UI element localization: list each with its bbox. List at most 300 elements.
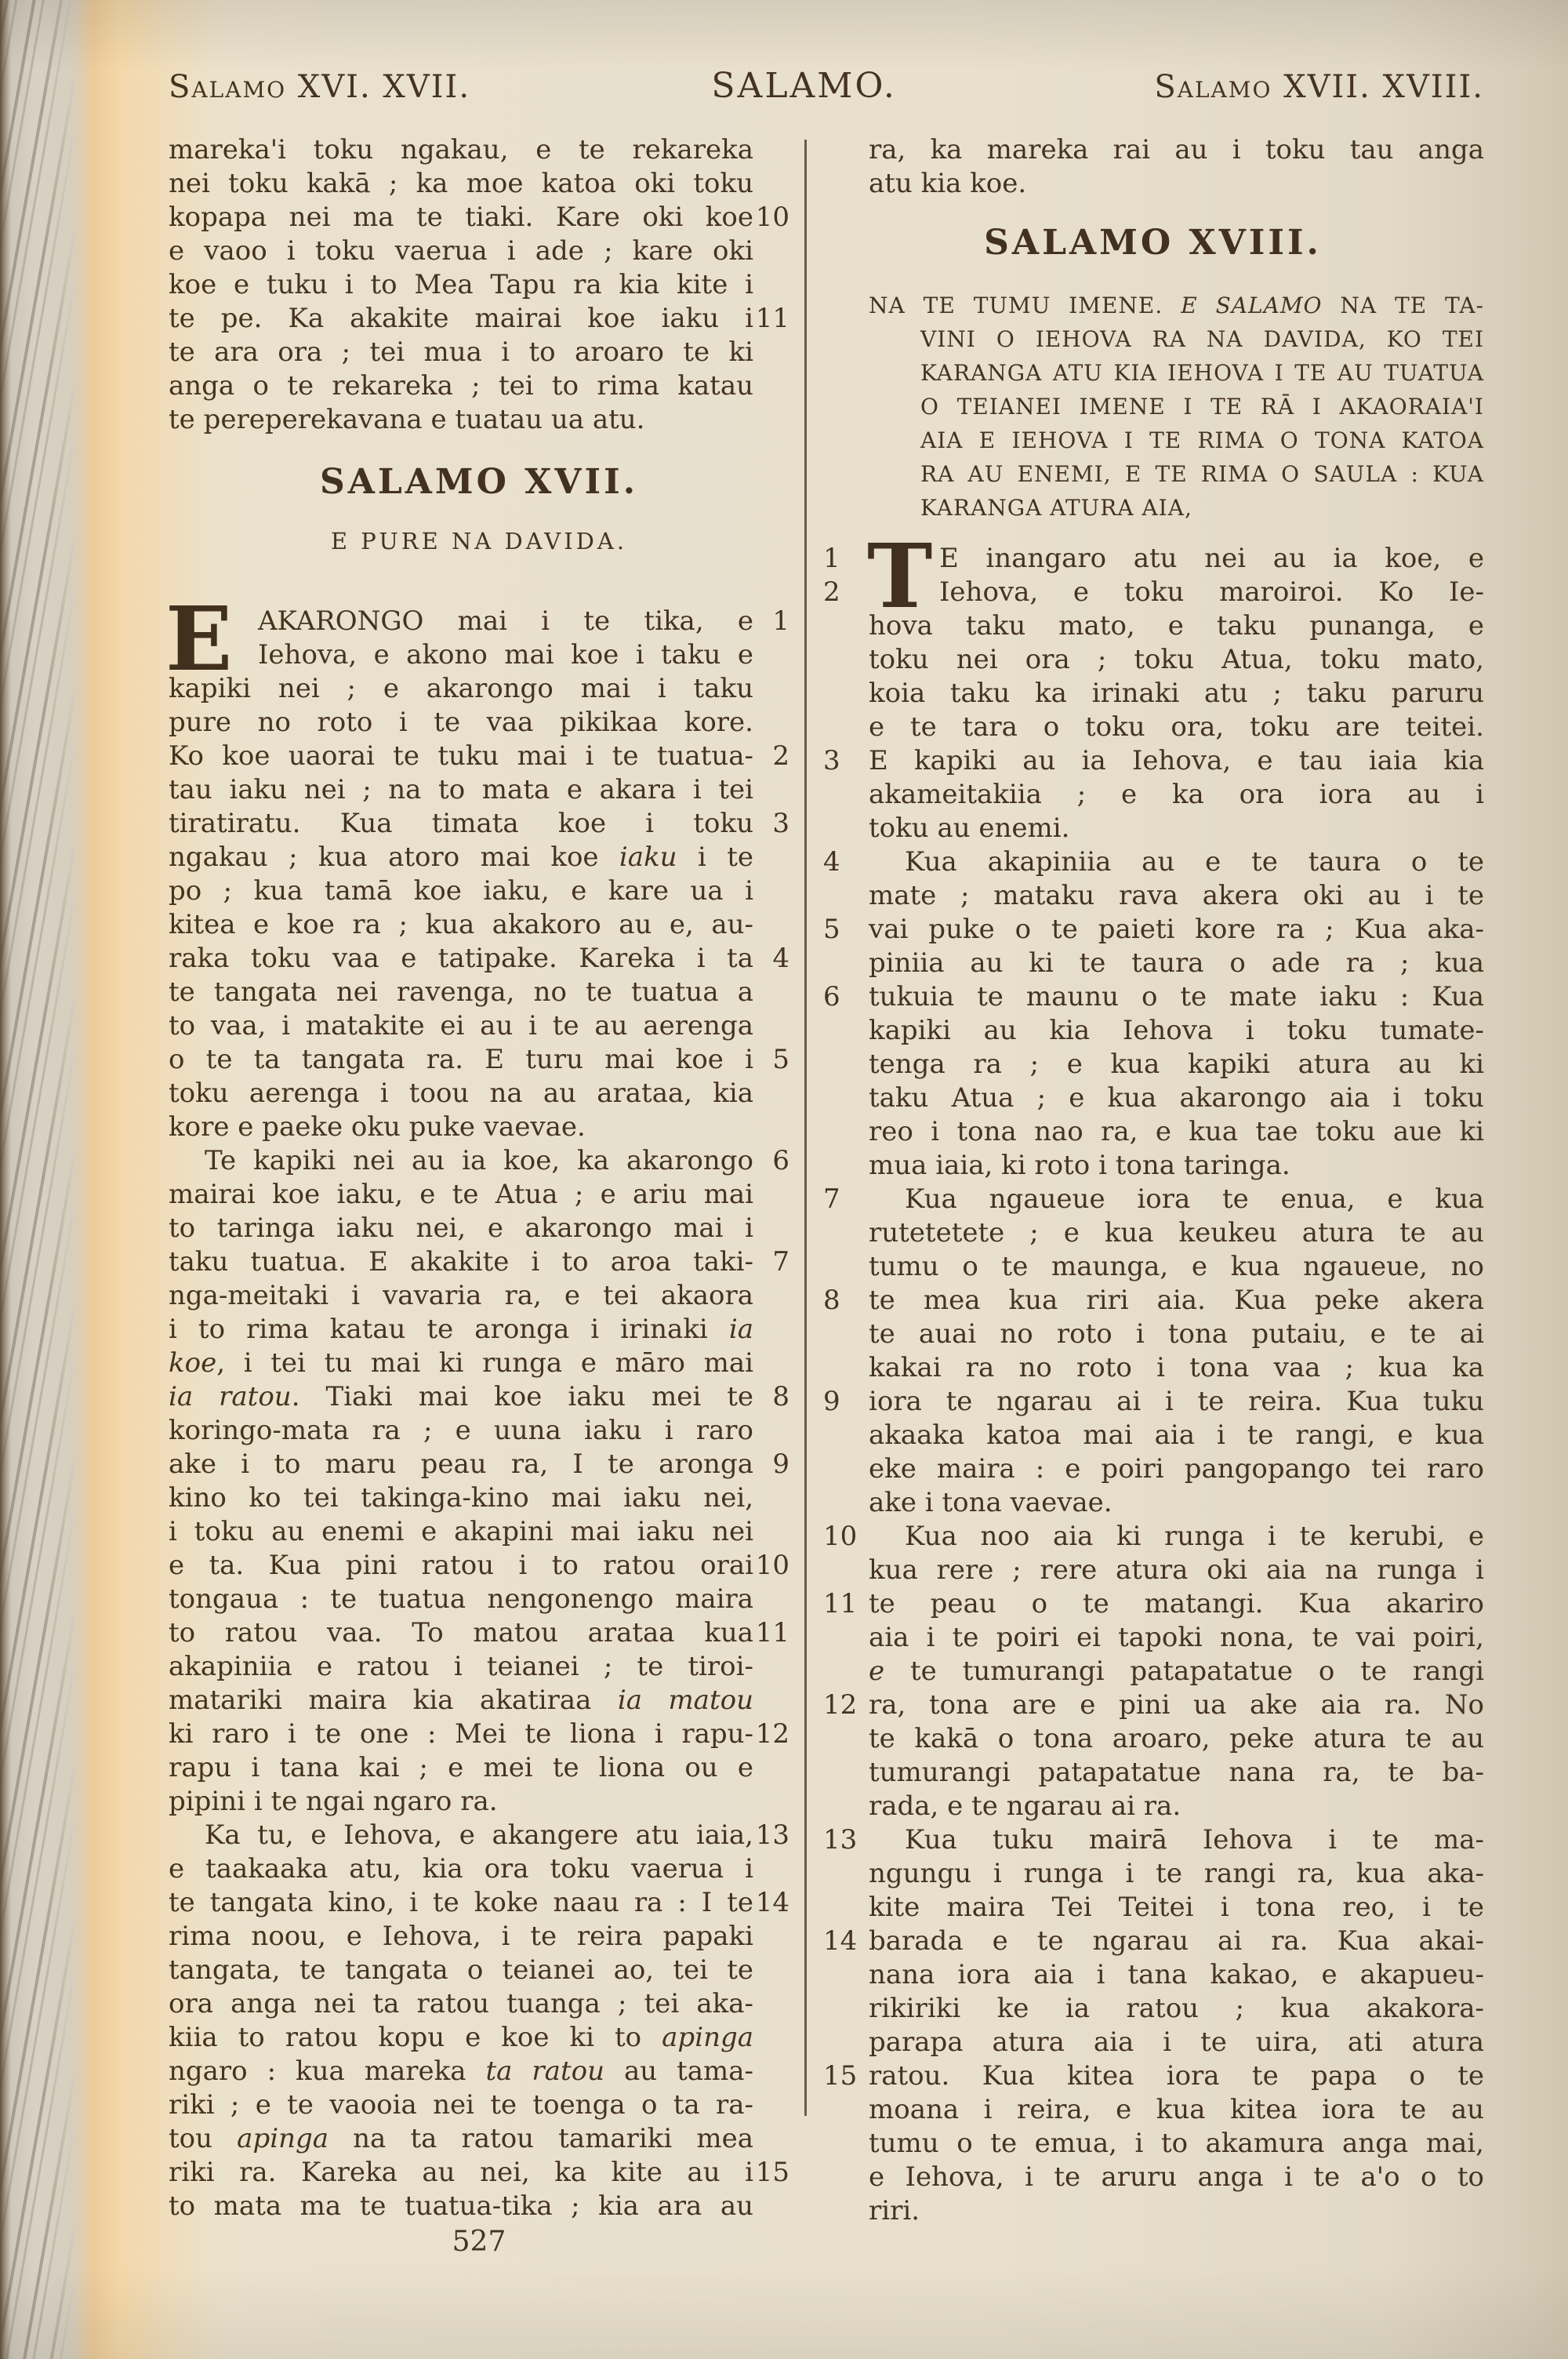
verse-number-spacer <box>822 677 869 711</box>
verse-number-spacer <box>822 1419 869 1452</box>
text-line <box>169 874 789 908</box>
text-line <box>822 1823 1484 1857</box>
text-line <box>169 167 789 201</box>
verse-number: 3 <box>772 808 789 839</box>
text-line <box>169 1313 789 1347</box>
text-line <box>822 1688 1484 1722</box>
text-line <box>822 879 1484 913</box>
verse-text: koia taku ka irinaki atu ; taku paruru <box>869 678 1484 709</box>
verse-text: ake i tona vaevae. <box>869 1487 1112 1518</box>
left-column <box>165 133 789 2259</box>
text-line <box>822 1048 1484 1081</box>
psalm-17-subtitle: E PURE NA DAVIDA. <box>330 528 628 554</box>
verse-text: i toku au enemi e akapini mai iaku nei <box>169 1516 753 1547</box>
verse-text: matariki maira kia akatiraa ia matou <box>169 1685 753 1716</box>
verse-number-spacer <box>753 336 789 369</box>
verse-text: kino ko tei takinga-kino mai iaku nei, <box>169 1482 753 1514</box>
verse-text: moana i reira, e kua kitea iora te au <box>869 2094 1484 2125</box>
text-line <box>822 1183 1484 1216</box>
verse-number: 2 <box>772 740 789 772</box>
verse-number: 15 <box>755 2157 789 2188</box>
text-line <box>169 841 789 874</box>
text-line <box>822 1216 1484 1250</box>
text-line <box>822 1756 1484 1790</box>
verse-number-spacer <box>753 234 789 268</box>
verse-number-spacer <box>753 1852 789 1886</box>
verse-text: barada e te ngarau ai ra. Kua akai- <box>869 1925 1484 1957</box>
text-line <box>822 744 1484 778</box>
text-line <box>169 1380 789 1414</box>
verse-text: rada, e te ngarau ai ra. <box>869 1790 1181 1822</box>
text-line <box>169 706 789 740</box>
text-line <box>169 2055 789 2088</box>
text-line <box>822 1081 1484 1115</box>
verse-text: toku aerenga i toou na au arataa, kia <box>169 1078 753 1109</box>
text-line <box>869 491 1484 525</box>
verse-number: 7 <box>772 1246 789 1278</box>
verse-text: Ko koe uaorai te tuku mai i te tuatua- <box>169 740 753 772</box>
verse-number-spacer <box>753 1178 789 1212</box>
verse-number-spacer <box>822 1722 869 1756</box>
verse-number-spacer <box>753 1954 789 1987</box>
text-line <box>822 947 1484 980</box>
verse-text: pipini i te ngai ngaro ra. <box>169 1786 498 1817</box>
text-line <box>169 1347 789 1380</box>
verse-text: te peau o te matangi. Kua akariro <box>869 1588 1484 1619</box>
text-line <box>169 1279 789 1313</box>
verse-number-spacer <box>753 773 789 807</box>
verse-text: E inangaro atu nei au ia koe, e <box>939 543 1484 574</box>
verse-text: e ta. Kua pini ratou i to ratou orai <box>169 1550 753 1581</box>
verse-number-spacer <box>753 874 789 908</box>
verse-number: 2 <box>823 576 840 608</box>
right-column <box>822 133 1484 2228</box>
text-line <box>169 1144 789 1178</box>
verse-text: ngakau ; kua atoro mai koe iaku i te <box>169 841 753 873</box>
verse-text: rapu i tana kai ; e mei te liona ou e <box>169 1752 753 1783</box>
verse-number-spacer <box>753 1515 789 1549</box>
running-head-center: SALAMO. <box>711 66 897 106</box>
verse-text: piniia au ki te taura o ade ra ; kua <box>869 947 1484 979</box>
text-line <box>169 302 789 336</box>
verse-number: 9 <box>772 1448 789 1480</box>
verse-text: reo i tona nao ra, e kua tae toku aue ki <box>869 1116 1484 1147</box>
text-line <box>822 2059 1484 2093</box>
psalm-18-title: SALAMO XVIII. <box>984 223 1322 263</box>
text-line <box>822 133 1484 167</box>
text-line <box>822 1452 1484 1486</box>
verse-number-spacer <box>822 1250 869 1284</box>
drop-cap-e: E <box>165 588 233 691</box>
verse-text: koe e tuku i to Mea Tapu ra kia kite i <box>169 269 753 300</box>
verse-number: 6 <box>772 1145 789 1176</box>
verse-number-spacer <box>822 812 869 845</box>
text-line <box>169 336 789 369</box>
verse-number-spacer <box>753 2122 789 2156</box>
verse-text: kapiki au kia Iehova i toku tumate- <box>869 1015 1484 1046</box>
verse-number-spacer <box>753 976 789 1009</box>
verse-number-spacer <box>822 2194 869 2228</box>
verse-number-spacer <box>822 879 869 913</box>
running-head-left: Salamo XVI. XVII. <box>169 69 471 105</box>
text-line <box>169 133 789 167</box>
text-line <box>822 1621 1484 1655</box>
verse-text: kopapa nei ma te tiaki. Kare oki koe <box>169 202 753 233</box>
text-line <box>869 322 1484 356</box>
verse-text: VINI O IEHOVA RA NA DAVIDA, KO TEI <box>920 326 1484 352</box>
text-line <box>169 807 789 841</box>
verse-number-spacer <box>822 1014 869 1048</box>
verse-text: mareka'i toku ngakau, e te rekareka <box>169 134 753 165</box>
verse-number-spacer <box>753 1785 789 1819</box>
text-line <box>169 1785 789 1819</box>
verse-text: AKARONGO mai i te tika, e <box>258 605 753 637</box>
verse-text: tangata, te tangata o teianei ao, tei te <box>169 1954 753 1986</box>
text-line <box>822 1014 1484 1048</box>
verse-text: nga-meitaki i vavaria ra, e tei akaora <box>169 1280 753 1311</box>
verse-text: ra, ka mareka rai au i toku tau anga <box>869 134 1484 165</box>
verse-text: Ka tu, e Iehova, e akangere atu iaia, <box>205 1819 753 1851</box>
text-line <box>822 2127 1484 2161</box>
drop-cap-t: T <box>867 525 933 628</box>
text-line <box>822 2161 1484 2194</box>
running-head-right: Salamo XVII. XVIII. <box>1154 69 1484 105</box>
verse-text: ngungu i runga i te rangi ra, kua aka- <box>869 1858 1484 1889</box>
verse-text: e Iehova, i te aruru anga i te a'o o to <box>869 2161 1484 2193</box>
verse-text: KARANGA ATURA AIA, <box>920 495 1192 521</box>
verse-number-spacer <box>822 711 869 744</box>
psalm-18-body <box>822 525 1484 2228</box>
text-line <box>169 1043 789 1077</box>
verse-text: raka toku vaa e tatipake. Kareka i ta <box>169 943 753 974</box>
verse-number-spacer <box>753 1009 789 1043</box>
text-line <box>822 1992 1484 2026</box>
verse-text: tau iaku nei ; na to mata e akara i tei <box>169 774 753 805</box>
verse-number-spacer <box>753 2055 789 2088</box>
verse-text: e vaoo i toku vaerua i ade ; kare oki <box>169 235 753 267</box>
verse-number-spacer <box>753 2088 789 2122</box>
text-line <box>169 1751 789 1785</box>
verse-number-spacer <box>822 1149 869 1183</box>
column-divider-rule <box>804 140 807 2116</box>
verse-number-spacer <box>753 268 789 302</box>
text-line <box>822 1318 1484 1351</box>
verse-text: nei toku kakā ; ka moe katoa oki toku <box>169 168 753 199</box>
verse-number: 14 <box>755 1887 789 1918</box>
verse-number: 1 <box>823 543 840 574</box>
verse-number-spacer <box>822 1857 869 1891</box>
verse-text: tumu o te emua, i to akamura anga mai, <box>869 2128 1484 2159</box>
text-line <box>169 1077 789 1110</box>
text-line <box>822 1250 1484 1284</box>
verse-text: akameitakiia ; e ka ora iora au i <box>869 779 1484 810</box>
verse-number-spacer <box>753 1650 789 1684</box>
text-line <box>169 403 789 437</box>
verse-number-spacer <box>753 706 789 740</box>
psalm-17-continuation <box>822 133 1484 201</box>
verse-text: mua iaia, ki roto i tona taringa. <box>869 1150 1290 1181</box>
verse-number-spacer <box>753 672 789 706</box>
verse-number-spacer <box>753 908 789 942</box>
verse-number: 10 <box>755 1550 789 1581</box>
text-line <box>822 1385 1484 1419</box>
verse-number-spacer <box>753 369 789 403</box>
verse-number-spacer <box>753 403 789 437</box>
text-line <box>169 1178 789 1212</box>
verse-text: ki raro i te one : Mei te liona i rapu- <box>169 1718 753 1750</box>
verse-text: kitea e koe ra ; kua akakoro au e, au- <box>169 909 753 940</box>
text-line <box>169 2021 789 2055</box>
text-line <box>822 778 1484 812</box>
verse-number: 15 <box>823 2060 858 2092</box>
verse-text: tiratiratu. Kua timata koe i toku <box>169 808 753 839</box>
verse-text: Kua akapiniia au e te taura o te <box>905 846 1484 878</box>
text-line <box>169 1650 789 1684</box>
verse-text: rikiriki ke ia ratou ; kua akakora- <box>869 1993 1484 2024</box>
verse-number: 7 <box>823 1183 840 1215</box>
text-line <box>822 1587 1484 1621</box>
text-line <box>822 812 1484 845</box>
text-line <box>169 773 789 807</box>
verse-text: ratou. Kua kitea iora te papa o te <box>869 2060 1484 2092</box>
text-line <box>822 643 1484 677</box>
verse-text: tumurangi patapatatue nana ra, te ba- <box>869 1757 1484 1788</box>
verse-text: Kua tuku mairā Iehova i te ma- <box>905 1824 1484 1856</box>
verse-text: Kua ngaueue iora te enua, e kua <box>905 1183 1484 1215</box>
psalm-16-continuation <box>169 133 789 437</box>
verse-number-spacer <box>753 638 789 672</box>
verse-text: te mea kua riri aia. Kua peke akera <box>869 1285 1484 1316</box>
verse-number: 12 <box>823 1689 858 1721</box>
verse-number-spacer <box>753 841 789 874</box>
text-line <box>169 1987 789 2021</box>
verse-number-spacer <box>822 167 869 201</box>
verse-number-spacer <box>822 609 869 643</box>
verse-text: Iehova, e akono mai koe i taku e <box>258 639 753 671</box>
verse-text: ngaro : kua mareka ta ratou au tama- <box>169 2055 754 2087</box>
verse-text: parapa atura aia i te uira, ati atura <box>869 2026 1484 2058</box>
verse-text: rima noou, e Iehova, i te reira papaki <box>169 1921 753 1952</box>
text-line <box>822 1891 1484 1925</box>
verse-text: rutetetete ; e kua keukeu atura te au <box>869 1217 1484 1249</box>
verse-number: 8 <box>772 1381 789 1412</box>
verse-text: riri. <box>869 2195 920 2226</box>
text-line <box>822 1857 1484 1891</box>
psalm-17-body <box>165 588 789 2223</box>
verse-number: 11 <box>755 1617 789 1648</box>
text-line <box>169 1414 789 1448</box>
text-line <box>169 1852 789 1886</box>
verse-number-spacer <box>753 1481 789 1515</box>
verse-number: 9 <box>823 1386 840 1417</box>
verse-text: kua rere ; rere atura oki aia na runga i <box>869 1554 1484 1586</box>
verse-text: akapiniia e ratou i teianei ; te tiroi- <box>169 1651 753 1682</box>
text-line <box>822 1149 1484 1183</box>
text-line <box>822 1958 1484 1992</box>
verse-number-spacer <box>822 1958 869 1992</box>
text-line <box>822 1722 1484 1756</box>
verse-number: 4 <box>772 943 789 974</box>
text-line <box>822 2026 1484 2059</box>
text-line <box>169 1717 789 1751</box>
text-line <box>169 1549 789 1583</box>
text-line <box>822 1520 1484 1554</box>
verse-text: nana iora aia i tana kakao, e akapueu- <box>869 1959 1484 1990</box>
verse-text: riki ; e te vaooia nei te toenga o ta ra- <box>169 2089 753 2121</box>
verse-text: i to rima katau te aronga i irinaki ia <box>169 1314 753 1345</box>
text-line <box>169 672 789 706</box>
text-line <box>169 234 789 268</box>
verse-number-spacer <box>822 1891 869 1925</box>
verse-text: ora anga nei ta ratou tuanga ; tei aka- <box>169 1988 753 2019</box>
text-line <box>169 268 789 302</box>
verse-text: to mata ma te tuatua-tika ; kia ara au <box>169 2190 753 2222</box>
text-line <box>822 1419 1484 1452</box>
psalm-17-title: SALAMO XVII. <box>319 462 639 502</box>
verse-number-spacer <box>753 2190 789 2223</box>
verse-text: ra, tona are e pini ua ake aia ra. No <box>869 1689 1484 1721</box>
text-line <box>169 942 789 976</box>
verse-number: 14 <box>823 1925 858 1957</box>
text-line <box>822 980 1484 1014</box>
text-line <box>822 711 1484 744</box>
verse-text: anga o te rekareka ; tei to rima katau <box>169 370 753 402</box>
verse-number: 12 <box>755 1718 789 1750</box>
text-line <box>169 1245 789 1279</box>
verse-number: 11 <box>823 1588 858 1619</box>
verse-text: taku Atua ; e kua akarongo aia i toku <box>869 1082 1484 1114</box>
text-line <box>169 1954 789 1987</box>
text-line <box>822 1351 1484 1385</box>
text-line <box>822 913 1484 947</box>
verse-text: aia i te poiri ei tapoki nona, te vai poiri, <box>869 1622 1484 1653</box>
verse-number-spacer <box>822 1115 869 1149</box>
text-line <box>169 201 789 234</box>
text-line <box>169 2122 789 2156</box>
verse-text: koringo-mata ra ; e uuna iaku i raro <box>169 1415 753 1446</box>
text-line <box>822 677 1484 711</box>
verse-text: atu kia koe. <box>869 168 1027 199</box>
verse-number-spacer <box>822 2026 869 2059</box>
text-line <box>869 423 1484 457</box>
verse-number-spacer <box>753 1212 789 1245</box>
verse-number: 13 <box>755 1819 789 1851</box>
verse-text: e te tara o toku ora, toku are teitei. <box>869 711 1484 743</box>
verse-text: tenga ra ; e kua kapiki atura au ki <box>869 1049 1484 1080</box>
verse-text: kite maira Tei Teitei i tona reo, i te <box>869 1892 1484 1923</box>
verse-number: 5 <box>823 914 840 945</box>
text-line <box>169 1920 789 1954</box>
text-line <box>169 1481 789 1515</box>
verse-number-spacer <box>753 167 789 201</box>
text-line <box>169 1684 789 1717</box>
verse-text: Iehova, e toku maroiroi. Ko Ie- <box>939 576 1484 608</box>
verse-number-spacer <box>822 1790 869 1823</box>
verse-number: 10 <box>823 1521 858 1552</box>
verse-text: RA AU ENEMI, E TE RIMA O SAULA : KUA <box>920 461 1484 487</box>
verse-number-spacer <box>822 1452 869 1486</box>
verse-text: vai puke o te paieti kore ra ; Kua aka- <box>869 914 1484 945</box>
verse-number-spacer <box>822 1048 869 1081</box>
verse-number-spacer <box>822 1756 869 1790</box>
text-line <box>169 369 789 403</box>
verse-number-spacer <box>753 1279 789 1313</box>
verse-number: 8 <box>823 1285 840 1316</box>
verse-text: riki ra. Kareka au nei, ka kite au i <box>169 2157 753 2188</box>
verse-text: po ; kua tamā koe iaku, e kare ua i <box>169 875 753 907</box>
verse-text: NA TE TUMU IMENE. E SALAMO NA TE TA- <box>869 293 1484 318</box>
verse-number-spacer <box>822 1216 869 1250</box>
verse-text: te ara ora ; tei mua i to aroaro te ki <box>169 336 753 368</box>
text-line <box>822 1925 1484 1958</box>
verse-number-spacer <box>753 2021 789 2055</box>
text-line <box>169 638 789 672</box>
text-line <box>822 1790 1484 1823</box>
text-line <box>169 1583 789 1616</box>
verse-number-spacer <box>753 1987 789 2021</box>
verse-text: te tangata kino, i te koke naau ra : I te <box>169 1887 753 1918</box>
verse-text: Kua noo aia ki runga i te kerubi, e <box>905 1521 1484 1552</box>
verse-text: kakai ra no roto i tona vaa ; kua ka <box>869 1352 1484 1383</box>
verse-text: tukuia te maunu o te mate iaku : Kua <box>869 981 1484 1012</box>
text-line <box>169 1212 789 1245</box>
text-line <box>169 976 789 1009</box>
text-line <box>822 1554 1484 1587</box>
verse-text: mate ; mataku rava akera oki au i te <box>869 880 1484 911</box>
text-line <box>869 289 1484 322</box>
text-line <box>822 1284 1484 1318</box>
verse-text: to vaa, i matakite ei au i te au aerenga <box>169 1010 753 1041</box>
page-number: 527 <box>452 2226 506 2258</box>
text-line <box>822 1115 1484 1149</box>
verse-text: to taringa iaku nei, e akarongo mai i <box>169 1212 753 1244</box>
verse-number-spacer <box>822 1554 869 1587</box>
verse-text: koe, i tei tu mai ki runga e māro mai <box>169 1347 753 1379</box>
text-line <box>822 2093 1484 2127</box>
text-line <box>169 1819 789 1852</box>
verse-text: tou apinga na ta ratou tamariki mea <box>169 2123 754 2154</box>
verse-text: to ratou vaa. To matou arataa kua <box>169 1617 753 1648</box>
text-line <box>822 2194 1484 2228</box>
verse-number-spacer <box>753 1583 789 1616</box>
verse-text: O TEIANEI IMENE I TE RĀ I AKAORAIA'I <box>920 394 1484 420</box>
text-line <box>822 1486 1484 1520</box>
text-line <box>169 1886 789 1920</box>
running-head <box>169 66 1484 119</box>
verse-number-spacer <box>753 1751 789 1785</box>
verse-text: kapiki nei ; e akarongo mai i taku <box>169 673 753 704</box>
verse-text: iora te ngarau ai i te reira. Kua tuku <box>869 1386 1484 1417</box>
verse-number: 5 <box>772 1044 789 1075</box>
verse-number-spacer <box>753 1920 789 1954</box>
text-line <box>822 845 1484 879</box>
verse-text: akaaka katoa mai aia i te rangi, e kua <box>869 1419 1484 1451</box>
verse-number-spacer <box>822 1486 869 1520</box>
verse-text: hova taku mato, e taku punanga, e <box>869 610 1484 642</box>
text-line <box>169 1448 789 1481</box>
verse-text: toku nei ora ; toku Atua, toku mato, <box>869 644 1484 675</box>
verse-number-spacer <box>822 1081 869 1115</box>
text-line <box>169 1110 789 1144</box>
text-line <box>169 1515 789 1549</box>
verse-text: e taakaaka atu, kia ora toku vaerua i <box>169 1853 753 1885</box>
binding-bleed-texture <box>0 0 75 2359</box>
verse-number-spacer <box>753 1414 789 1448</box>
verse-number-spacer <box>822 1621 869 1655</box>
verse-text: e te tumurangi patapatatue o te rangi <box>869 1656 1484 1687</box>
text-line <box>869 390 1484 423</box>
text-line <box>169 908 789 942</box>
